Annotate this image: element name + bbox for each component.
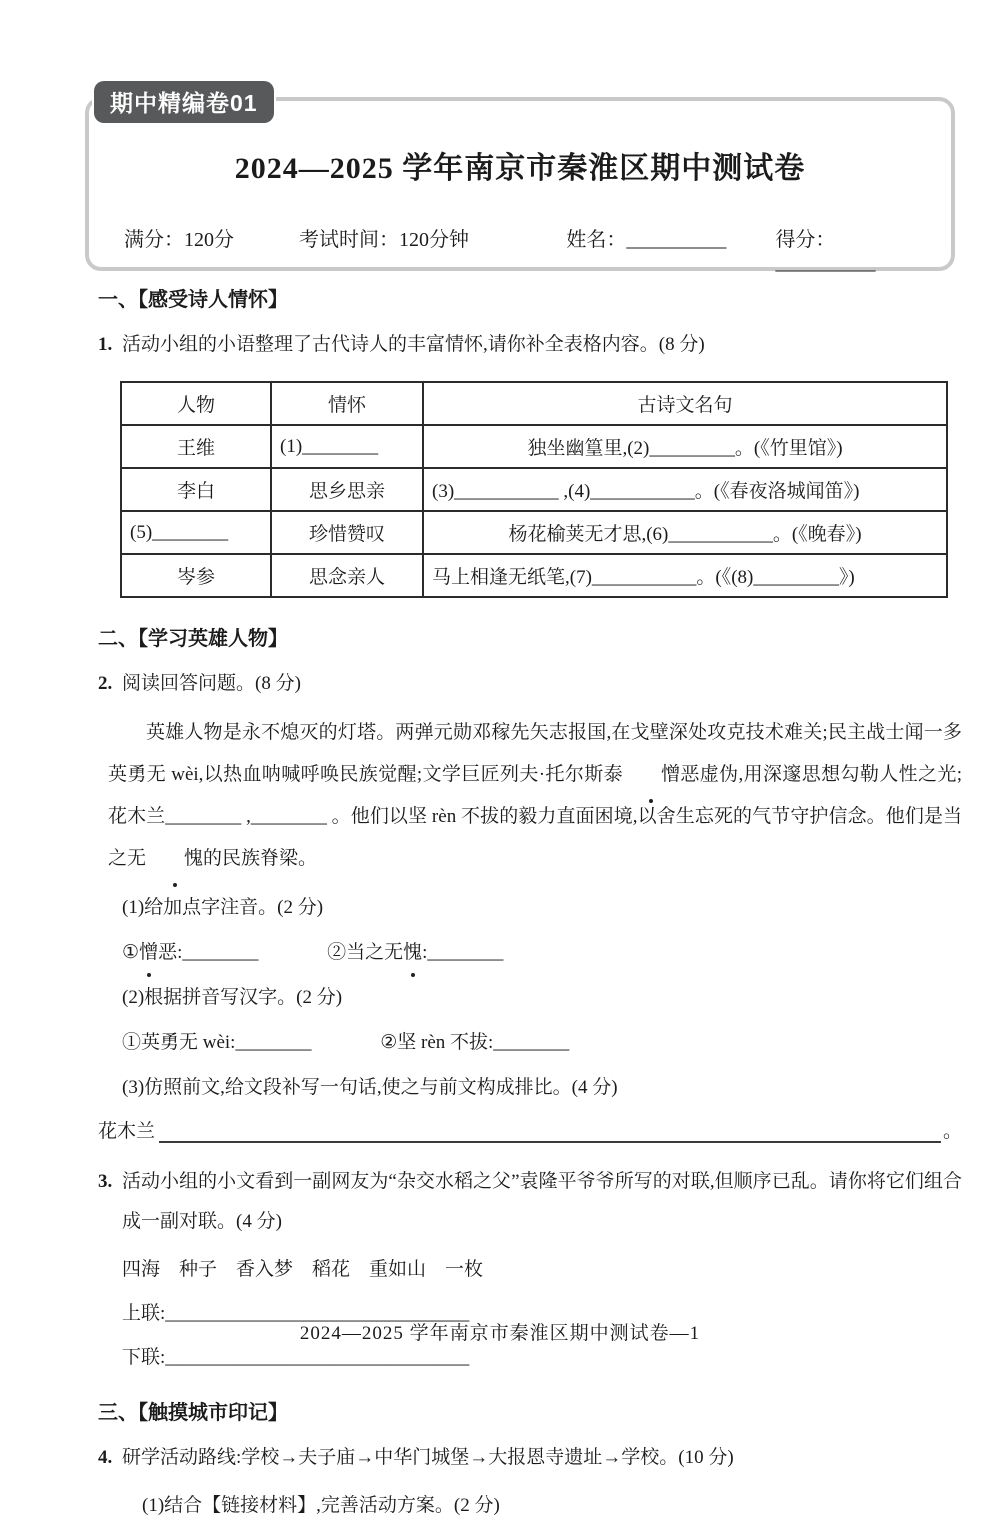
section-3-heading: 三、【触摸城市印记】 [98, 1402, 288, 1424]
exam-info-row [124, 223, 931, 275]
cell-person: 岑参 [121, 554, 271, 597]
item-prefix: ① [122, 942, 140, 963]
cell-person: 李白 [121, 468, 271, 511]
cell-feeling: 思乡思亲 [271, 468, 423, 511]
q2-sub1-text: (1)给加点字注音。(2 分) [122, 897, 324, 918]
cell-verse: 杨花榆荚无才思,(6)___________。(《晚春》) [423, 511, 947, 554]
question-4 [98, 1438, 962, 1478]
pinyin-item-1 [122, 942, 258, 963]
table-row [121, 425, 947, 468]
section-1-heading: 一、【感受诗人情怀】 [98, 289, 288, 311]
table-row [121, 554, 947, 597]
couplet-word-bank: 四海 种子 香入梦 稻花 重如山 一枚 [122, 1259, 484, 1280]
q2-sub2-text: (2)根据拼音写汉字。(2 分) [122, 987, 343, 1008]
question-1 [98, 325, 962, 365]
q4-sub1-text: (1)结合【链接材料】,完善活动方案。(2 分) [142, 1495, 500, 1516]
table-row [121, 511, 947, 554]
col-header-person: 人物 [121, 382, 271, 425]
poem-table [120, 381, 948, 598]
q2-sub1-items [98, 936, 962, 970]
passage-segment: 英雄人物是永不熄灭的灯塔。两弹元勋邓稼先矢志报国,在戈壁深处攻克技术难关;民主战士闻一多英勇无 wèi,以热血呐喊呼唤民族觉醒;文学巨匠列夫·托尔斯泰 [108, 722, 962, 785]
question-4-number: 4. [98, 1447, 113, 1468]
col-header-feeling: 情怀 [271, 382, 423, 425]
cell-person: (5)________ [121, 511, 271, 554]
cell-verse: 马上相逢无纸笔,(7)___________。(《(8)_________》) [423, 554, 947, 597]
emphasized-char: 憎 [623, 754, 680, 796]
cell-verse: 独坐幽篁里,(2)_________。(《竹里馆》) [423, 425, 947, 468]
item-prefix: ②当之无 [327, 942, 404, 963]
q2-sub3-answer-line [98, 1118, 962, 1146]
col-header-verse: 古诗文名句 [423, 382, 947, 425]
exam-set-badge: 期中精编卷01 [94, 81, 274, 123]
cell-person: 王维 [121, 425, 271, 468]
passage-segment: 的民族脊梁。 [203, 848, 318, 869]
question-3-number: 3. [98, 1171, 113, 1192]
page-title: 2024—2025 学年南京市秦淮区期中测试卷 [234, 152, 806, 185]
cell-feeling: 珍惜赞叹 [271, 511, 423, 554]
emphasized-char: 愧 [146, 838, 203, 880]
hanzi-item-2: ②坚 rèn 不拔:________ [380, 1032, 570, 1053]
section-2-heading: 二、【学习英雄人物】 [98, 628, 288, 650]
answer-prefix: 花木兰 [98, 1121, 156, 1142]
blank-line [159, 1122, 941, 1143]
q2-sub2-items [98, 1026, 962, 1060]
full-score-label: 满分：120分 [124, 229, 234, 251]
cell-feeling: (1)________ [271, 425, 423, 468]
header-box [85, 97, 955, 274]
upper-couplet-line: 上联:________________________________ [122, 1303, 470, 1324]
lower-couplet-line: 下联:________________________________ [122, 1347, 470, 1368]
name-field: 姓名：__________ [566, 229, 727, 251]
item-rest: :________ [422, 942, 504, 963]
emphasized-char: 愧 [403, 936, 422, 970]
question-3-text: 活动小组的小文看到一副网友为“杂交水稻之父”袁隆平爷爷所写的对联,但顺序已乱。请你将它们组合成一副对联。(4 分) [122, 1171, 962, 1232]
cell-feeling: 思念亲人 [271, 554, 423, 597]
hanzi-item-1: ①英勇无 wèi:________ [122, 1032, 312, 1053]
emphasized-char: 憎 [139, 936, 158, 970]
cell-verse: (3)___________ ,(4)___________。(《春夜洛城闻笛》) [423, 468, 947, 511]
passage-segment: 恶虚伪,用深邃思想勾勒人性之光;花木兰________ ,________ 。他们以坚 rèn 不拔的毅力直面困境,以舍生忘死的气节守护信念。他们是当之无 [108, 764, 962, 869]
question-2-number: 2. [98, 673, 113, 694]
question-1-number: 1. [98, 334, 113, 355]
question-1-text: 活动小组的小语整理了古代诗人的丰富情怀,请你补全表格内容。(8 分) [122, 334, 705, 355]
reading-passage [98, 712, 962, 880]
item-rest: 恶:________ [158, 942, 259, 963]
pinyin-item-2 [327, 942, 503, 963]
q2-sub3-text: (3)仿照前文,给文段补写一句话,使之与前文构成排比。(4 分) [122, 1077, 618, 1098]
question-4-text: 研学活动路线:学校→夫子庙→中华门城堡→大报恩寺遗址→学校。(10 分) [122, 1447, 734, 1468]
table-row [121, 468, 947, 511]
question-2 [98, 664, 962, 704]
table-header-row [121, 382, 947, 425]
question-2-text: 阅读回答问题。(8 分) [122, 673, 301, 694]
answer-suffix: 。 [942, 1121, 962, 1142]
score-field: 得分：__________ [775, 229, 876, 274]
page-footer: 2024—2025 学年南京市秦淮区期中测试卷—1 [299, 1323, 701, 1344]
question-3 [98, 1162, 962, 1242]
exam-time-label: 考试时间：120分钟 [299, 229, 470, 251]
